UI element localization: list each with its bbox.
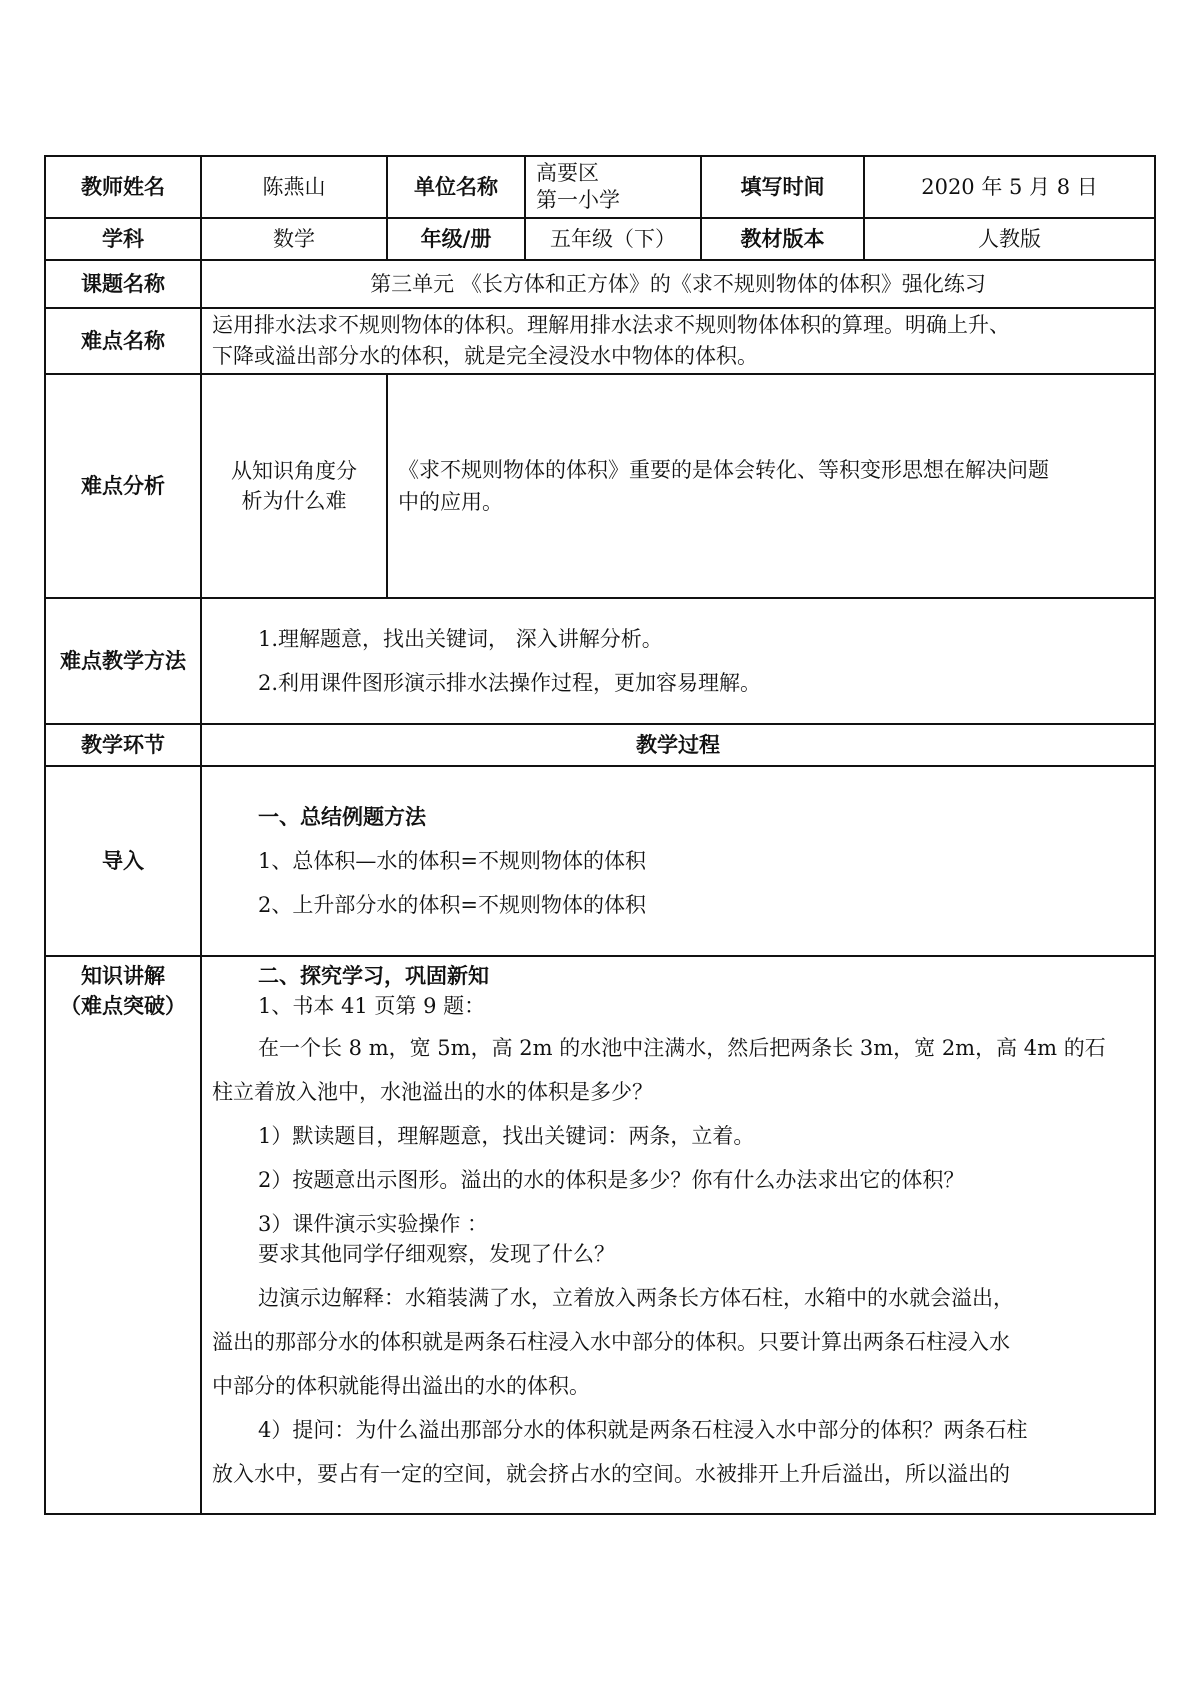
teacher-name-value: 陈燕山 [201,156,387,218]
analysis-line-1: 《求不规则物体的体积》重要的是体会转化、等积变形思想在解决问题 [398,458,1049,482]
teaching-stage-header: 教学环节 [45,724,201,766]
intro-item-2: 2、上升部分水的体积=不规则物体的体积 [258,893,646,917]
method-label: 难点教学方法 [45,598,201,724]
difficulty-row [45,308,1155,374]
intro-row [45,766,1155,956]
lesson-plan-table [44,155,1156,1515]
unit-name-label: 单位名称 [387,156,525,218]
analysis-sub-line-1: 从知识角度分 [231,459,357,483]
teaching-process-header: 教学过程 [201,724,1155,766]
step-1: 1）默读题目，理解题意，找出关键词：两条，立着。 [258,1124,755,1148]
intro-label: 导入 [45,766,201,956]
subject-value: 数学 [201,218,387,260]
process-header-row [45,724,1155,766]
analysis-row [45,374,1155,598]
teacher-name-label: 教师姓名 [45,156,201,218]
explain-line-3: 中部分的体积就能得出溢出的水的体积。 [212,1374,590,1398]
analysis-sub-line-2: 析为什么难 [241,489,347,513]
knowledge-content [201,956,1155,1514]
grade-value: 五年级（下） [525,218,701,260]
fill-date-value: 2020 年 5 月 8 日 [864,156,1155,218]
step-2: 2）按题意出示图形。溢出的水的体积是多少？你有什么办法求出它的体积？ [258,1168,965,1192]
knowledge-label-line-2: （难点突破） [60,994,186,1018]
knowledge-label [45,956,201,1514]
subject-label: 学科 [45,218,201,260]
method-item-1: 1.理解题意，找出关键词， 深入讲解分析。 [258,627,663,651]
method-item-2: 2.利用课件图形演示排水法操作过程，更加容易理解。 [258,671,762,695]
difficulty-label: 难点名称 [45,308,201,374]
difficulty-value [201,308,1155,374]
step-3-sub: 要求其他同学仔细观察，发现了什么？ [258,1242,615,1266]
analysis-label: 难点分析 [45,374,201,598]
difficulty-line-1: 运用排水法求不规则物体的体积。理解用排水法求不规则物体体积的算理。明确上升、 [212,313,1010,337]
edition-value: 人教版 [864,218,1155,260]
explain-line-2: 溢出的那部分水的体积就是两条石柱浸入水中部分的体积。只要计算出两条石柱浸入水 [212,1330,1010,1354]
edition-label: 教材版本 [701,218,864,260]
topic-value: 第三单元 《长方体和正方体》的《求不规则物体的体积》强化练习 [201,260,1155,308]
knowledge-label-line-1: 知识讲解 [81,964,165,988]
question-title: 1、书本 41 页第 9 题： [258,994,486,1018]
topic-row [45,260,1155,308]
unit-name-value [525,156,701,218]
unit-name-line-1: 高要区 [536,161,599,185]
question-line-1: 在一个长 8 m，宽 5m，高 2m 的水池中注满水，然后把两条长 3m，宽 2m，高 4m 的石 [258,1036,1106,1060]
explain-line-1: 边演示边解释：水箱装满了水，立着放入两条长方体石柱，水箱中的水就会溢出， [258,1286,1014,1310]
step-4-line-1: 4）提问：为什么溢出那部分水的体积就是两条石柱浸入水中部分的体积？两条石柱 [258,1418,1028,1442]
analysis-line-2: 中的应用。 [398,490,503,514]
knowledge-row [45,956,1155,1514]
intro-content [201,766,1155,956]
question-line-2: 柱立着放入池中，水池溢出的水的体积是多少？ [212,1080,653,1104]
unit-name-line-2: 第一小学 [536,188,620,212]
method-value [201,598,1155,724]
step-4-line-2: 放入水中，要占有一定的空间，就会挤占水的空间。水被排开上升后溢出，所以溢出的 [212,1462,1010,1486]
intro-item-1: 1、总体积—水的体积=不规则物体的体积 [258,849,646,873]
method-row [45,598,1155,724]
analysis-sub-label [201,374,387,598]
knowledge-heading: 二、探究学习，巩固新知 [258,964,489,988]
info-row-1 [45,156,1155,218]
analysis-value [387,374,1155,598]
topic-label: 课题名称 [45,260,201,308]
fill-date-label: 填写时间 [701,156,864,218]
grade-label: 年级/册 [387,218,525,260]
info-row-2 [45,218,1155,260]
difficulty-line-2: 下降或溢出部分水的体积，就是完全浸没水中物体的体积。 [212,344,758,368]
intro-heading: 一、总结例题方法 [258,805,426,829]
step-3: 3）课件演示实验操作 ： [258,1212,489,1236]
